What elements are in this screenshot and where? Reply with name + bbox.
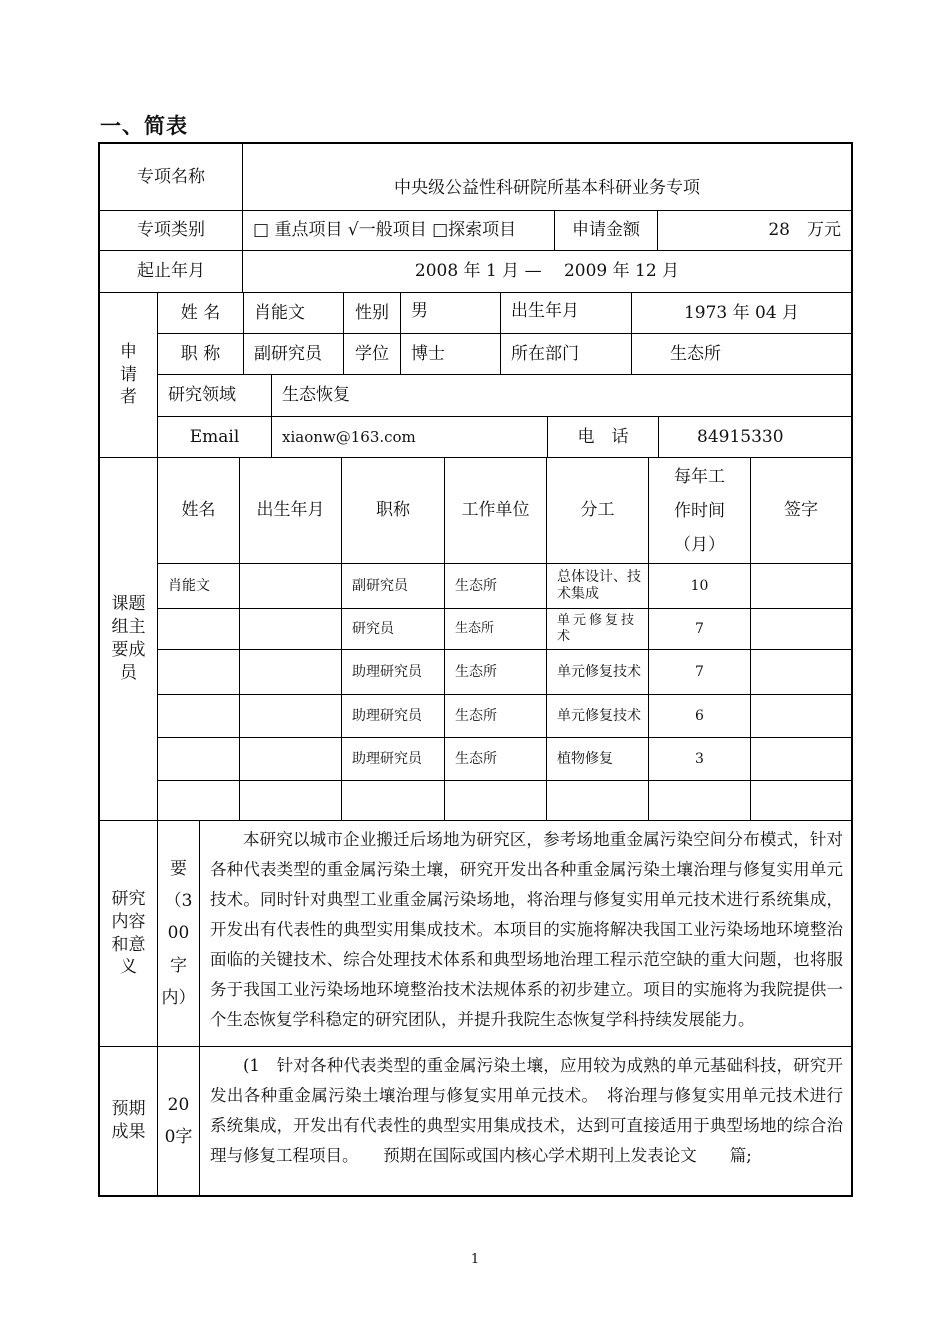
applicant-title-label: 职 称 (158, 334, 244, 375)
member-months: 6 (649, 695, 751, 738)
research-label: 研究内容和意义 (100, 821, 158, 1047)
phone-value: 84915330 (659, 417, 851, 458)
member-unit: 生态所 (445, 695, 547, 738)
member-name (158, 695, 240, 738)
page-number: 1 (470, 1252, 480, 1267)
birth-value: 1973 年 04 月 (632, 293, 851, 334)
project-type-label: 专项类别 (100, 211, 243, 251)
member-sign (751, 609, 851, 650)
members-header-birth: 出生年月 (240, 458, 342, 564)
member-role: 总体设计、技术集成 (547, 564, 649, 609)
member-title: 研究员 (342, 609, 445, 650)
member-months: 7 (649, 609, 751, 650)
applicant-name-value: 肖能文 (244, 293, 344, 334)
member-birth (240, 738, 342, 781)
research-text: 本研究以城市企业搬迁后场地为研究区，参考场地重金属污染空间分布模式，针对各种代表类型的重金属污染土壤，研究开发出各种重金属污染土壤治理与修复实用单元技术。同时针对典型工业重金属污染场地，将治理与修复实用单元技术进行系统集成，开发出有代表性的典型实用集成技术。本项目的实施将解决我国工业污染场地环境整治面临的关键技术、综合处理技术体系和典型场地治理工程示范空缺的重大问题，也将服务于我国工业污染场地环境整治技术法规体系的初步建立。项目的实施将为我院提供一个生态恢复学科稳定的研究团队，并提升我院生态恢复学科持续发展能力。 (200, 821, 851, 1047)
section-heading: 一、简表 (100, 114, 188, 138)
members-header-unit: 工作单位 (445, 458, 547, 564)
period-value: 2008 年 1 月 — 2009 年 12 月 (243, 251, 851, 293)
results-note: 200字 (158, 1047, 200, 1195)
members-header-title: 职称 (342, 458, 445, 564)
member-title: 助理研究员 (342, 650, 445, 695)
project-name-label: 专项名称 (100, 144, 243, 211)
member-name (158, 738, 240, 781)
applicant-name-label: 姓 名 (158, 293, 244, 334)
amount-label: 申请金额 (555, 211, 658, 251)
research-field-value: 生态恢复 (272, 375, 851, 417)
department-label: 所在部门 (501, 334, 632, 375)
email-value: xiaonw@163.com (272, 417, 548, 458)
gender-label: 性别 (344, 293, 401, 334)
member-name (158, 781, 240, 821)
members-header-name: 姓名 (158, 458, 240, 564)
member-months: 10 (649, 564, 751, 609)
member-months: 3 (649, 738, 751, 781)
member-sign (751, 650, 851, 695)
phone-label: 电 话 (548, 417, 659, 458)
member-birth (240, 781, 342, 821)
member-unit: 生态所 (445, 609, 547, 650)
member-months (649, 781, 751, 821)
period-label: 起止年月 (100, 251, 243, 293)
summary-table (98, 142, 853, 1197)
project-type-options: □ 重点项目 √一般项目 □探索项目 (243, 211, 555, 251)
member-birth (240, 609, 342, 650)
member-months: 7 (649, 650, 751, 695)
degree-value: 博士 (401, 334, 501, 375)
research-field-label: 研究领域 (158, 375, 272, 417)
member-role: 单元修复技术 (547, 609, 649, 650)
member-sign (751, 695, 851, 738)
member-sign (751, 738, 851, 781)
degree-label: 学位 (344, 334, 401, 375)
applicant-section-label: 申请者 (100, 293, 158, 458)
member-unit: 生态所 (445, 738, 547, 781)
results-text: (1 针对各种代表类型的重金属污染土壤，应用较为成熟的单元基础科技，研究开发出各种重金属污染土壤治理与修复实用单元技术。 将治理与修复实用单元技术进行系统集成，开发出有代表性的典型实用集成技术，达到可直接适用于典型场地的综合治理与修复工程项目。 预期在国际或国内核心学术期刊上发表论文 篇; (210, 1056, 843, 1165)
member-name: 肖能文 (158, 564, 240, 609)
member-unit: 生态所 (445, 650, 547, 695)
research-note: 要（300字内） (158, 821, 200, 1047)
member-birth (240, 695, 342, 738)
member-role (547, 781, 649, 821)
member-sign (751, 781, 851, 821)
amount-value: 28 万元 (658, 211, 851, 251)
member-title: 助理研究员 (342, 738, 445, 781)
gender-value: 男 (401, 293, 501, 334)
member-sign (751, 564, 851, 609)
member-title: 副研究员 (342, 564, 445, 609)
member-birth (240, 564, 342, 609)
member-role: 单元修复技术 (547, 650, 649, 695)
member-name (158, 650, 240, 695)
members-header-months: 每年工作时间（月） (649, 458, 751, 564)
member-unit: 生态所 (445, 564, 547, 609)
applicant-title-value: 副研究员 (244, 334, 344, 375)
member-role: 单元修复技术 (547, 695, 649, 738)
member-role: 植物修复 (547, 738, 649, 781)
member-title: 助理研究员 (342, 695, 445, 738)
birth-label: 出生年月 (501, 293, 632, 334)
department-value: 生态所 (632, 334, 851, 375)
member-birth (240, 650, 342, 695)
members-header-role: 分工 (547, 458, 649, 564)
members-section-label: 课题组主要成员 (100, 458, 158, 821)
results-label: 预期成果 (100, 1047, 158, 1195)
member-title (342, 781, 445, 821)
members-header-sign: 签字 (751, 458, 851, 564)
email-label: Email (158, 417, 272, 458)
member-name (158, 609, 240, 650)
project-name-value: 中央级公益性科研院所基本科研业务专项 (243, 144, 851, 211)
member-unit (445, 781, 547, 821)
